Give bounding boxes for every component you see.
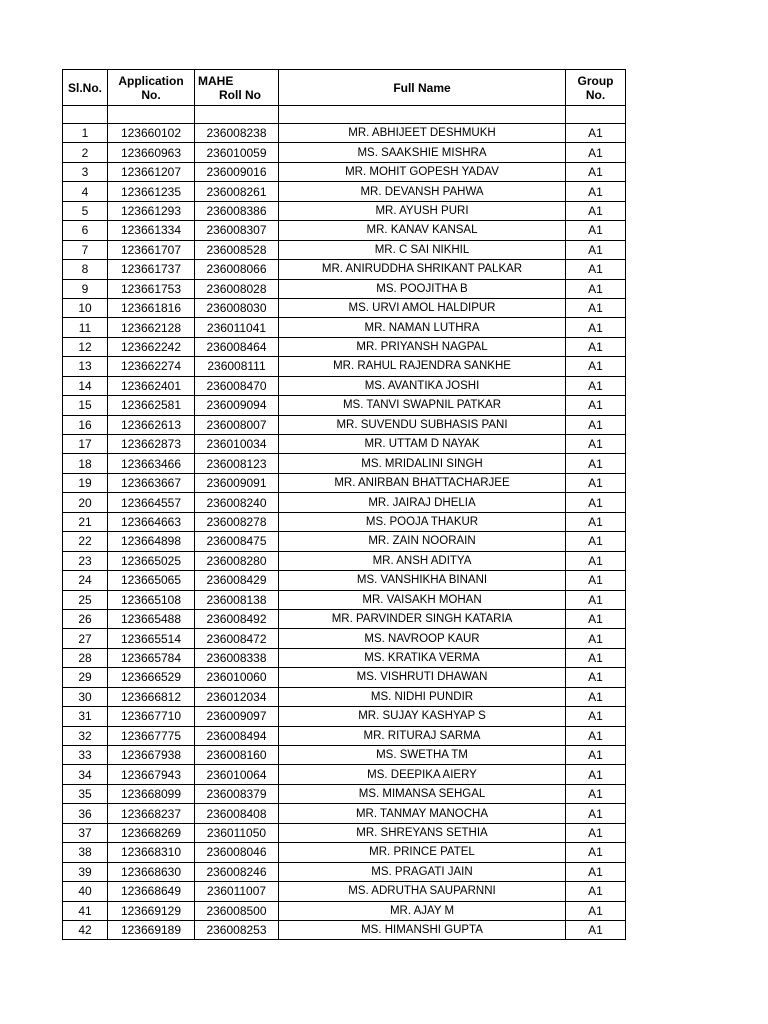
cell-full-name: MS. NAVROOP KAUR <box>279 629 566 648</box>
table-row <box>63 415 626 434</box>
cell-application-no: 123662128 <box>108 318 195 337</box>
cell-application-no: 123661707 <box>108 240 195 259</box>
blank-row <box>63 106 626 124</box>
cell-full-name: MS. POOJA THAKUR <box>279 512 566 531</box>
cell-group-no: A1 <box>566 396 626 415</box>
cell-full-name: MR. SHREYANS SETHIA <box>279 823 566 842</box>
cell-mahe-roll-no: 236008492 <box>195 609 279 628</box>
table-row <box>63 493 626 512</box>
table-row <box>63 221 626 240</box>
cell-full-name: MR. DEVANSH PAHWA <box>279 182 566 201</box>
cell-application-no: 123668099 <box>108 784 195 803</box>
cell-sl-no: 28 <box>63 648 108 667</box>
cell-mahe-roll-no: 236011050 <box>195 823 279 842</box>
cell-sl-no: 21 <box>63 512 108 531</box>
table-row <box>63 882 626 901</box>
table-row <box>63 201 626 220</box>
cell-sl-no: 27 <box>63 629 108 648</box>
header-mahe-roll-no: MAHE Roll No <box>195 70 279 106</box>
cell-full-name: MR. AYUSH PURI <box>279 201 566 220</box>
cell-mahe-roll-no: 236008138 <box>195 590 279 609</box>
table-row <box>63 862 626 881</box>
cell-mahe-roll-no: 236008261 <box>195 182 279 201</box>
cell-sl-no: 31 <box>63 707 108 726</box>
cell-application-no: 123665108 <box>108 590 195 609</box>
cell-mahe-roll-no: 236008278 <box>195 512 279 531</box>
cell-application-no: 123664663 <box>108 512 195 531</box>
cell-application-no: 123665065 <box>108 571 195 590</box>
cell-full-name: MR. C SAI NIKHIL <box>279 240 566 259</box>
cell-sl-no: 36 <box>63 804 108 823</box>
cell-application-no: 123664898 <box>108 532 195 551</box>
cell-application-no: 123665488 <box>108 609 195 628</box>
cell-sl-no: 14 <box>63 376 108 395</box>
blank-cell <box>566 106 626 124</box>
cell-group-no: A1 <box>566 337 626 356</box>
cell-group-no: A1 <box>566 454 626 473</box>
cell-mahe-roll-no: 236008408 <box>195 804 279 823</box>
cell-group-no: A1 <box>566 687 626 706</box>
cell-full-name: MR. TANMAY MANOCHA <box>279 804 566 823</box>
cell-group-no: A1 <box>566 376 626 395</box>
cell-group-no: A1 <box>566 901 626 920</box>
cell-group-no: A1 <box>566 804 626 823</box>
cell-application-no: 123665025 <box>108 551 195 570</box>
cell-full-name: MR. NAMAN LUTHRA <box>279 318 566 337</box>
cell-full-name: MR. ANIRUDDHA SHRIKANT PALKAR <box>279 260 566 279</box>
cell-group-no: A1 <box>566 823 626 842</box>
cell-full-name: MS. VANSHIKHA BINANI <box>279 571 566 590</box>
cell-mahe-roll-no: 236008470 <box>195 376 279 395</box>
blank-cell <box>195 106 279 124</box>
table-row <box>63 357 626 376</box>
table-row <box>63 648 626 667</box>
cell-application-no: 123668630 <box>108 862 195 881</box>
table-row <box>63 260 626 279</box>
cell-full-name: MR. ANSH ADITYA <box>279 551 566 570</box>
cell-full-name: MS. DEEPIKA AIERY <box>279 765 566 784</box>
cell-full-name: MR. ANIRBAN BHATTACHARJEE <box>279 473 566 492</box>
cell-mahe-roll-no: 236008253 <box>195 920 279 939</box>
table-row <box>63 668 626 687</box>
cell-group-no: A1 <box>566 648 626 667</box>
cell-application-no: 123669129 <box>108 901 195 920</box>
cell-application-no: 123668310 <box>108 843 195 862</box>
cell-sl-no: 3 <box>63 162 108 181</box>
cell-group-no: A1 <box>566 551 626 570</box>
cell-sl-no: 16 <box>63 415 108 434</box>
cell-full-name: MR. ZAIN NOORAIN <box>279 532 566 551</box>
cell-mahe-roll-no: 236010064 <box>195 765 279 784</box>
table-row <box>63 454 626 473</box>
cell-application-no: 123661235 <box>108 182 195 201</box>
table-row <box>63 396 626 415</box>
cell-full-name: MR. SUVENDU SUBHASIS PANI <box>279 415 566 434</box>
cell-sl-no: 40 <box>63 882 108 901</box>
cell-mahe-roll-no: 236008472 <box>195 629 279 648</box>
cell-sl-no: 42 <box>63 920 108 939</box>
table-row <box>63 590 626 609</box>
cell-sl-no: 2 <box>63 143 108 162</box>
table-row <box>63 512 626 531</box>
cell-sl-no: 23 <box>63 551 108 570</box>
table-row <box>63 376 626 395</box>
header-application-no: Application No. <box>108 70 195 106</box>
table-row <box>63 726 626 745</box>
table-row <box>63 162 626 181</box>
cell-mahe-roll-no: 236012034 <box>195 687 279 706</box>
cell-mahe-roll-no: 236008429 <box>195 571 279 590</box>
cell-mahe-roll-no: 236008111 <box>195 357 279 376</box>
cell-mahe-roll-no: 236008386 <box>195 201 279 220</box>
cell-group-no: A1 <box>566 260 626 279</box>
cell-sl-no: 15 <box>63 396 108 415</box>
table-row <box>63 746 626 765</box>
cell-application-no: 123661207 <box>108 162 195 181</box>
table-row <box>63 571 626 590</box>
cell-full-name: MS. NIDHI PUNDIR <box>279 687 566 706</box>
cell-sl-no: 30 <box>63 687 108 706</box>
cell-sl-no: 5 <box>63 201 108 220</box>
cell-application-no: 123665514 <box>108 629 195 648</box>
cell-group-no: A1 <box>566 162 626 181</box>
cell-full-name: MS. HIMANSHI GUPTA <box>279 920 566 939</box>
cell-full-name: MS. URVI AMOL HALDIPUR <box>279 298 566 317</box>
cell-full-name: MR. SUJAY KASHYAP S <box>279 707 566 726</box>
blank-cell <box>279 106 566 124</box>
cell-sl-no: 35 <box>63 784 108 803</box>
cell-group-no: A1 <box>566 493 626 512</box>
cell-mahe-roll-no: 236011007 <box>195 882 279 901</box>
cell-group-no: A1 <box>566 668 626 687</box>
cell-group-no: A1 <box>566 609 626 628</box>
cell-full-name: MS. KRATIKA VERMA <box>279 648 566 667</box>
table-row <box>63 124 626 143</box>
cell-mahe-roll-no: 236008280 <box>195 551 279 570</box>
cell-application-no: 123665784 <box>108 648 195 667</box>
cell-group-no: A1 <box>566 707 626 726</box>
cell-group-no: A1 <box>566 571 626 590</box>
cell-group-no: A1 <box>566 590 626 609</box>
cell-application-no: 123662581 <box>108 396 195 415</box>
cell-group-no: A1 <box>566 882 626 901</box>
cell-group-no: A1 <box>566 629 626 648</box>
cell-group-no: A1 <box>566 784 626 803</box>
cell-full-name: MS. AVANTIKA JOSHI <box>279 376 566 395</box>
cell-group-no: A1 <box>566 435 626 454</box>
table-row <box>63 240 626 259</box>
cell-full-name: MR. RAHUL RAJENDRA SANKHE <box>279 357 566 376</box>
table-row <box>63 687 626 706</box>
cell-mahe-roll-no: 236008475 <box>195 532 279 551</box>
cell-group-no: A1 <box>566 746 626 765</box>
cell-mahe-roll-no: 236010060 <box>195 668 279 687</box>
cell-mahe-roll-no: 236008066 <box>195 260 279 279</box>
cell-sl-no: 32 <box>63 726 108 745</box>
blank-cell <box>108 106 195 124</box>
cell-application-no: 123667710 <box>108 707 195 726</box>
cell-mahe-roll-no: 236008238 <box>195 124 279 143</box>
cell-group-no: A1 <box>566 182 626 201</box>
cell-application-no: 123662274 <box>108 357 195 376</box>
cell-full-name: MR. RITURAJ SARMA <box>279 726 566 745</box>
cell-group-no: A1 <box>566 415 626 434</box>
cell-mahe-roll-no: 236008123 <box>195 454 279 473</box>
cell-application-no: 123666812 <box>108 687 195 706</box>
cell-group-no: A1 <box>566 532 626 551</box>
table-row <box>63 765 626 784</box>
cell-full-name: MR. AJAY M <box>279 901 566 920</box>
cell-application-no: 123669189 <box>108 920 195 939</box>
cell-mahe-roll-no: 236008464 <box>195 337 279 356</box>
table-row <box>63 843 626 862</box>
table-row <box>63 318 626 337</box>
cell-mahe-roll-no: 236011041 <box>195 318 279 337</box>
cell-sl-no: 4 <box>63 182 108 201</box>
cell-full-name: MR. PRINCE PATEL <box>279 843 566 862</box>
header-full-name: Full Name <box>279 70 566 106</box>
cell-sl-no: 38 <box>63 843 108 862</box>
cell-application-no: 123667938 <box>108 746 195 765</box>
table-row <box>63 609 626 628</box>
cell-group-no: A1 <box>566 318 626 337</box>
cell-group-no: A1 <box>566 862 626 881</box>
cell-application-no: 123662613 <box>108 415 195 434</box>
table-row <box>63 920 626 939</box>
cell-mahe-roll-no: 236008307 <box>195 221 279 240</box>
cell-sl-no: 19 <box>63 473 108 492</box>
cell-group-no: A1 <box>566 201 626 220</box>
cell-mahe-roll-no: 236009097 <box>195 707 279 726</box>
cell-group-no: A1 <box>566 240 626 259</box>
cell-mahe-roll-no: 236009094 <box>195 396 279 415</box>
cell-sl-no: 34 <box>63 765 108 784</box>
cell-sl-no: 12 <box>63 337 108 356</box>
cell-group-no: A1 <box>566 765 626 784</box>
cell-application-no: 123663667 <box>108 473 195 492</box>
cell-mahe-roll-no: 236008160 <box>195 746 279 765</box>
cell-group-no: A1 <box>566 124 626 143</box>
cell-sl-no: 22 <box>63 532 108 551</box>
cell-sl-no: 6 <box>63 221 108 240</box>
cell-group-no: A1 <box>566 221 626 240</box>
cell-group-no: A1 <box>566 512 626 531</box>
cell-full-name: MS. MRIDALINI SINGH <box>279 454 566 473</box>
cell-full-name: MS. TANVI SWAPNIL PATKAR <box>279 396 566 415</box>
cell-mahe-roll-no: 236008007 <box>195 415 279 434</box>
cell-sl-no: 33 <box>63 746 108 765</box>
table-row <box>63 629 626 648</box>
cell-application-no: 123660102 <box>108 124 195 143</box>
cell-application-no: 123664557 <box>108 493 195 512</box>
cell-full-name: MS. PRAGATI JAIN <box>279 862 566 881</box>
cell-mahe-roll-no: 236008046 <box>195 843 279 862</box>
cell-full-name: MR. UTTAM D NAYAK <box>279 435 566 454</box>
cell-full-name: MS. POOJITHA B <box>279 279 566 298</box>
cell-full-name: MR. MOHIT GOPESH YADAV <box>279 162 566 181</box>
cell-mahe-roll-no: 236009016 <box>195 162 279 181</box>
cell-application-no: 123661334 <box>108 221 195 240</box>
cell-group-no: A1 <box>566 473 626 492</box>
cell-mahe-roll-no: 236009091 <box>195 473 279 492</box>
cell-sl-no: 13 <box>63 357 108 376</box>
cell-sl-no: 10 <box>63 298 108 317</box>
table-row <box>63 823 626 842</box>
cell-application-no: 123661293 <box>108 201 195 220</box>
cell-full-name: MR. ABHIJEET DESHMUKH <box>279 124 566 143</box>
cell-full-name: MR. PRIYANSH NAGPAL <box>279 337 566 356</box>
cell-application-no: 123666529 <box>108 668 195 687</box>
cell-sl-no: 17 <box>63 435 108 454</box>
table-row <box>63 182 626 201</box>
cell-sl-no: 24 <box>63 571 108 590</box>
header-group-no: Group No. <box>566 70 626 106</box>
cell-group-no: A1 <box>566 279 626 298</box>
cell-sl-no: 11 <box>63 318 108 337</box>
cell-sl-no: 25 <box>63 590 108 609</box>
cell-group-no: A1 <box>566 298 626 317</box>
cell-group-no: A1 <box>566 143 626 162</box>
cell-sl-no: 20 <box>63 493 108 512</box>
cell-application-no: 123668237 <box>108 804 195 823</box>
cell-sl-no: 37 <box>63 823 108 842</box>
cell-group-no: A1 <box>566 920 626 939</box>
cell-mahe-roll-no: 236008500 <box>195 901 279 920</box>
cell-mahe-roll-no: 236008338 <box>195 648 279 667</box>
cell-application-no: 123668649 <box>108 882 195 901</box>
cell-group-no: A1 <box>566 357 626 376</box>
table-row <box>63 279 626 298</box>
cell-application-no: 123667943 <box>108 765 195 784</box>
cell-mahe-roll-no: 236008028 <box>195 279 279 298</box>
cell-full-name: MS. ADRUTHA SAUPARNNI <box>279 882 566 901</box>
table-row <box>63 551 626 570</box>
cell-application-no: 123660963 <box>108 143 195 162</box>
cell-mahe-roll-no: 236008246 <box>195 862 279 881</box>
table-row <box>63 707 626 726</box>
cell-mahe-roll-no: 236008030 <box>195 298 279 317</box>
cell-sl-no: 9 <box>63 279 108 298</box>
cell-mahe-roll-no: 236008379 <box>195 784 279 803</box>
cell-sl-no: 7 <box>63 240 108 259</box>
cell-application-no: 123667775 <box>108 726 195 745</box>
cell-sl-no: 39 <box>63 862 108 881</box>
cell-group-no: A1 <box>566 726 626 745</box>
table-row <box>63 298 626 317</box>
blank-cell <box>63 106 108 124</box>
cell-full-name: MS. MIMANSA SEHGAL <box>279 784 566 803</box>
cell-sl-no: 29 <box>63 668 108 687</box>
table-row <box>63 804 626 823</box>
header-sl-no: Sl.No. <box>63 70 108 106</box>
cell-application-no: 123668269 <box>108 823 195 842</box>
cell-application-no: 123661737 <box>108 260 195 279</box>
cell-sl-no: 41 <box>63 901 108 920</box>
cell-full-name: MR. PARVINDER SINGH KATARIA <box>279 609 566 628</box>
cell-mahe-roll-no: 236008528 <box>195 240 279 259</box>
cell-sl-no: 8 <box>63 260 108 279</box>
cell-application-no: 123663466 <box>108 454 195 473</box>
table-body <box>63 106 626 940</box>
cell-full-name: MR. VAISAKH MOHAN <box>279 590 566 609</box>
table-row <box>63 901 626 920</box>
cell-application-no: 123662873 <box>108 435 195 454</box>
table-row <box>63 143 626 162</box>
cell-application-no: 123662242 <box>108 337 195 356</box>
cell-application-no: 123661816 <box>108 298 195 317</box>
table-row <box>63 435 626 454</box>
cell-full-name: MR. KANAV KANSAL <box>279 221 566 240</box>
table-row <box>63 784 626 803</box>
cell-full-name: MS. SAAKSHIE MISHRA <box>279 143 566 162</box>
table-row <box>63 473 626 492</box>
cell-application-no: 123661753 <box>108 279 195 298</box>
cell-mahe-roll-no: 236008494 <box>195 726 279 745</box>
header-row <box>63 70 626 106</box>
cell-full-name: MS. VISHRUTI DHAWAN <box>279 668 566 687</box>
cell-sl-no: 26 <box>63 609 108 628</box>
cell-sl-no: 18 <box>63 454 108 473</box>
cell-mahe-roll-no: 236010059 <box>195 143 279 162</box>
cell-application-no: 123662401 <box>108 376 195 395</box>
cell-mahe-roll-no: 236010034 <box>195 435 279 454</box>
cell-full-name: MR. JAIRAJ DHELIA <box>279 493 566 512</box>
cell-group-no: A1 <box>566 843 626 862</box>
student-list-table <box>62 69 626 940</box>
table-row <box>63 337 626 356</box>
cell-mahe-roll-no: 236008240 <box>195 493 279 512</box>
cell-sl-no: 1 <box>63 124 108 143</box>
cell-full-name: MS. SWETHA TM <box>279 746 566 765</box>
table-row <box>63 532 626 551</box>
